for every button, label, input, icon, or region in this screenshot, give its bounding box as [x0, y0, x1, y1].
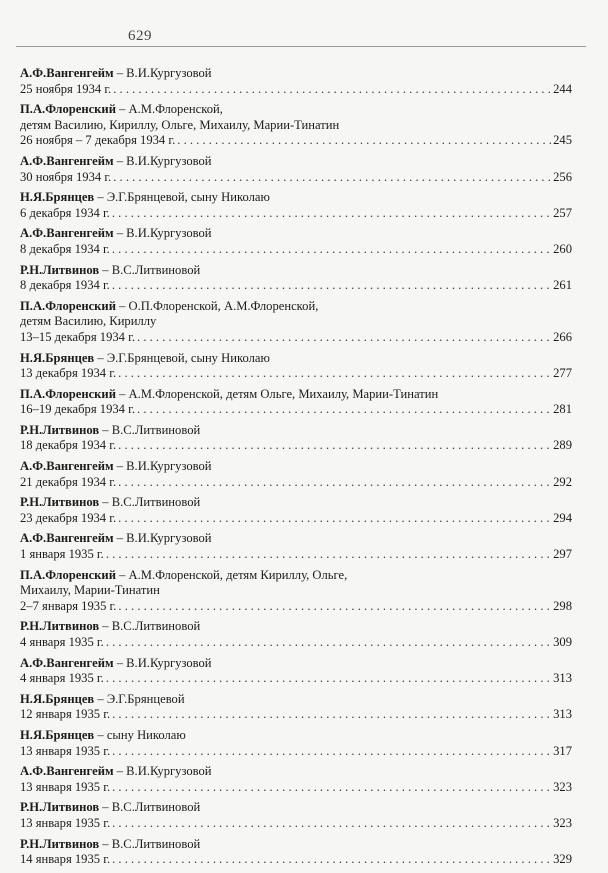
dot-leader	[110, 206, 551, 222]
entry-page-number: 245	[553, 133, 572, 148]
entry-page-number: 297	[553, 547, 572, 562]
entry-recipients: – Э.Г.Брянцевой	[97, 691, 185, 706]
entry-recipients: – В.И.Кургузовой	[116, 459, 212, 474]
dot-leader	[104, 671, 551, 687]
entry-recipients: – В.С.Литвиновой	[102, 422, 201, 437]
entry-heading-line	[20, 263, 572, 279]
entry-date: 30 ноября 1934 г.	[20, 169, 112, 184]
entry-author: Н.Я.Брянцев	[20, 350, 95, 365]
entry-author: П.А.Флоренский	[20, 102, 116, 117]
toc-entry	[20, 423, 572, 454]
entry-page-number: 294	[553, 510, 572, 525]
entry-author: Р.Н.Литвинов	[20, 836, 100, 851]
entry-date-line	[20, 635, 572, 651]
entry-date-line	[20, 816, 572, 832]
entry-page-number: 277	[553, 366, 572, 381]
entry-author: Н.Я.Брянцев	[20, 190, 95, 205]
entry-recipients: – В.И.Кургузовой	[116, 655, 212, 670]
dot-leader	[110, 780, 551, 796]
entry-heading-line	[20, 531, 572, 547]
entry-page-number: 260	[553, 241, 572, 256]
toc-entry	[20, 154, 572, 185]
entry-recipients-continuation	[20, 583, 572, 599]
entry-date: 8 декабря 1934 г.	[20, 278, 110, 293]
dot-leader	[175, 133, 551, 149]
dot-leader	[110, 816, 551, 832]
entry-date: 1 января 1935 г.	[20, 547, 104, 562]
entry-date: 13 января 1935 г.	[20, 815, 111, 830]
toc-entry	[20, 619, 572, 650]
entry-heading-line	[20, 728, 572, 744]
entry-author: Н.Я.Брянцев	[20, 691, 95, 706]
entry-recipients: – В.С.Литвиновой	[102, 619, 201, 634]
toc-entry	[20, 692, 572, 723]
entry-date-line	[20, 547, 572, 563]
entry-heading-line	[20, 692, 572, 708]
toc-entry	[20, 263, 572, 294]
entry-date: 13 декабря 1934 г.	[20, 366, 117, 381]
entry-recipients: – А.М.Флоренской,	[119, 102, 223, 117]
entry-heading-line	[20, 387, 572, 403]
entry-date-line	[20, 475, 572, 491]
entry-heading-line	[20, 764, 572, 780]
dot-leader	[104, 547, 551, 563]
entry-author: А.Ф.Вангенгейм	[20, 764, 114, 779]
entry-author: П.А.Флоренский	[20, 567, 116, 582]
entry-recipients: Михаилу, Марии-Тинатин	[20, 583, 160, 598]
entry-heading-line	[20, 619, 572, 635]
entry-recipients: – А.М.Флоренской, детям Ольге, Михаилу, Марии-Тинатин	[119, 386, 439, 401]
entry-author: Р.Н.Литвинов	[20, 262, 100, 277]
toc-entry	[20, 190, 572, 221]
entry-author: А.Ф.Вангенгейм	[20, 655, 114, 670]
entry-date-line	[20, 278, 572, 294]
toc-entry	[20, 387, 572, 418]
entry-heading-line	[20, 423, 572, 439]
dot-leader	[116, 438, 551, 454]
entry-date-line	[20, 599, 572, 615]
entry-date: 12 января 1935 г.	[20, 707, 111, 722]
entry-page-number: 309	[553, 635, 572, 649]
entry-heading-line	[20, 351, 572, 367]
entry-heading-line	[20, 226, 572, 242]
toc-entry	[20, 800, 572, 831]
entry-date: 13–15 декабря 1934 г.	[20, 329, 136, 344]
entry-heading-line	[20, 495, 572, 511]
entry-page-number: 281	[553, 402, 572, 417]
toc-entry	[20, 299, 572, 346]
entry-page-number: 323	[553, 815, 572, 830]
entry-heading-line	[20, 459, 572, 475]
entry-date: 4 января 1935 г.	[20, 671, 104, 686]
entry-recipients: – В.С.Литвиновой	[102, 495, 201, 510]
entry-recipients: – В.И.Кургузовой	[116, 66, 212, 80]
dot-leader	[110, 242, 551, 258]
dot-leader	[110, 278, 551, 294]
entry-heading-line	[20, 102, 572, 118]
entry-date: 6 декабря 1934 г.	[20, 205, 110, 220]
entry-page-number: 292	[553, 474, 572, 489]
entry-date-line	[20, 82, 572, 98]
toc-entry	[20, 837, 572, 868]
entry-author: Р.Н.Литвинов	[20, 619, 100, 634]
entry-date: 18 декабря 1934 г.	[20, 438, 117, 453]
entry-recipients: – В.И.Кургузовой	[116, 764, 212, 779]
entry-page-number: 244	[553, 81, 572, 96]
entry-heading-line	[20, 837, 572, 853]
entry-date-line	[20, 852, 572, 868]
entry-date-line	[20, 511, 572, 527]
entry-recipients: – В.И.Кургузовой	[116, 226, 212, 241]
entry-heading-line	[20, 299, 572, 315]
entry-date: 23 декабря 1934 г.	[20, 510, 117, 525]
entry-date-line	[20, 707, 572, 723]
entry-date-line	[20, 242, 572, 258]
dot-leader	[104, 635, 551, 651]
entry-recipients: – Э.Г.Брянцевой, сыну Николаю	[97, 190, 270, 205]
dot-leader	[116, 366, 551, 382]
entry-author: П.А.Флоренский	[20, 298, 116, 313]
entry-date-line	[20, 206, 572, 222]
entry-date: 13 января 1935 г.	[20, 743, 111, 758]
entry-page-number: 261	[553, 278, 572, 293]
entry-date: 13 января 1935 г.	[20, 779, 111, 794]
entry-recipients: – О.П.Флоренской, А.М.Флоренской,	[119, 298, 319, 313]
entry-page-number: 289	[553, 438, 572, 453]
entry-recipients: детям Василию, Кириллу	[20, 314, 157, 329]
entry-page-number: 317	[553, 743, 572, 758]
toc-entry	[20, 102, 572, 149]
entry-page-number: 298	[553, 598, 572, 613]
entry-date-line	[20, 744, 572, 760]
entry-date-line	[20, 402, 572, 418]
entry-recipients: – В.С.Литвиновой	[102, 262, 201, 277]
entry-date-line	[20, 170, 572, 186]
header-rule	[16, 46, 586, 47]
entry-recipients-continuation	[20, 118, 572, 134]
dot-leader	[110, 852, 551, 868]
dot-leader	[110, 707, 551, 723]
entry-page-number: 256	[553, 169, 572, 184]
page-number: 629	[128, 28, 152, 44]
dot-leader	[116, 599, 551, 615]
entry-author: А.Ф.Вангенгейм	[20, 531, 114, 546]
entry-date: 21 декабря 1934 г.	[20, 474, 117, 489]
entry-page-number: 323	[553, 779, 572, 794]
entry-page-number: 329	[553, 852, 572, 867]
entry-author: П.А.Флоренский	[20, 386, 116, 401]
toc-entry	[20, 656, 572, 687]
entry-date-line	[20, 133, 572, 149]
toc-entry	[20, 226, 572, 257]
dot-leader	[135, 402, 551, 418]
entry-page-number: 313	[553, 671, 572, 686]
entry-recipients: – В.И.Кургузовой	[116, 531, 212, 546]
entry-date: 14 января 1935 г.	[20, 852, 111, 867]
dot-leader	[116, 511, 551, 527]
dot-leader	[111, 82, 551, 98]
entry-recipients: – Э.Г.Брянцевой, сыну Николаю	[97, 350, 270, 365]
dot-leader	[110, 744, 551, 760]
toc-entry	[20, 764, 572, 795]
entry-date-line	[20, 438, 572, 454]
dot-leader	[116, 475, 551, 491]
entry-recipients: – А.М.Флоренской, детям Кириллу, Ольге,	[119, 567, 348, 582]
entry-author: Р.Н.Литвинов	[20, 800, 100, 815]
entry-heading-line	[20, 190, 572, 206]
entry-date: 2–7 января 1935 г.	[20, 598, 117, 613]
entry-date: 16–19 декабря 1934 г.	[20, 402, 136, 417]
toc-entry	[20, 351, 572, 382]
entry-recipients: – В.И.Кургузовой	[116, 153, 212, 168]
entry-date-line	[20, 671, 572, 687]
entry-recipients: детям Василию, Кириллу, Ольге, Михаилу, Марии-Тинатин	[20, 117, 340, 132]
toc-entry	[20, 728, 572, 759]
entry-author: Р.Н.Литвинов	[20, 495, 100, 510]
entry-date-line	[20, 366, 572, 382]
entry-recipients: – В.С.Литвиновой	[102, 800, 201, 815]
entry-heading-line	[20, 656, 572, 672]
entry-heading-line	[20, 154, 572, 170]
entry-page-number: 313	[553, 707, 572, 722]
entry-author: Н.Я.Брянцев	[20, 727, 95, 742]
toc-entry	[20, 459, 572, 490]
entry-date: 4 января 1935 г.	[20, 635, 104, 649]
toc-entries	[20, 66, 572, 873]
entry-author: А.Ф.Вангенгейм	[20, 153, 114, 168]
entry-recipients: – сыну Николаю	[97, 727, 186, 742]
toc-entry	[20, 495, 572, 526]
dot-leader	[135, 330, 551, 346]
entry-author: А.Ф.Вангенгейм	[20, 459, 114, 474]
dot-leader	[111, 170, 551, 186]
toc-entry	[20, 66, 572, 97]
entry-date-line	[20, 330, 572, 346]
entry-date: 8 декабря 1934 г.	[20, 241, 110, 256]
entry-date: 26 ноября – 7 декабря 1934 г.	[20, 133, 176, 148]
entry-author: А.Ф.Вангенгейм	[20, 66, 114, 80]
entry-author: Р.Н.Литвинов	[20, 422, 100, 437]
toc-entry	[20, 531, 572, 562]
entry-page-number: 266	[553, 329, 572, 344]
toc-entry	[20, 568, 572, 615]
entry-author: А.Ф.Вангенгейм	[20, 226, 114, 241]
entry-date-line	[20, 780, 572, 796]
entry-heading-line	[20, 66, 572, 82]
entry-page-number: 257	[553, 205, 572, 220]
entry-heading-line	[20, 800, 572, 816]
entry-date: 25 ноября 1934 г.	[20, 81, 112, 96]
entry-recipients: – В.С.Литвиновой	[102, 836, 201, 851]
entry-heading-line	[20, 568, 572, 584]
entry-recipients-continuation	[20, 314, 572, 330]
